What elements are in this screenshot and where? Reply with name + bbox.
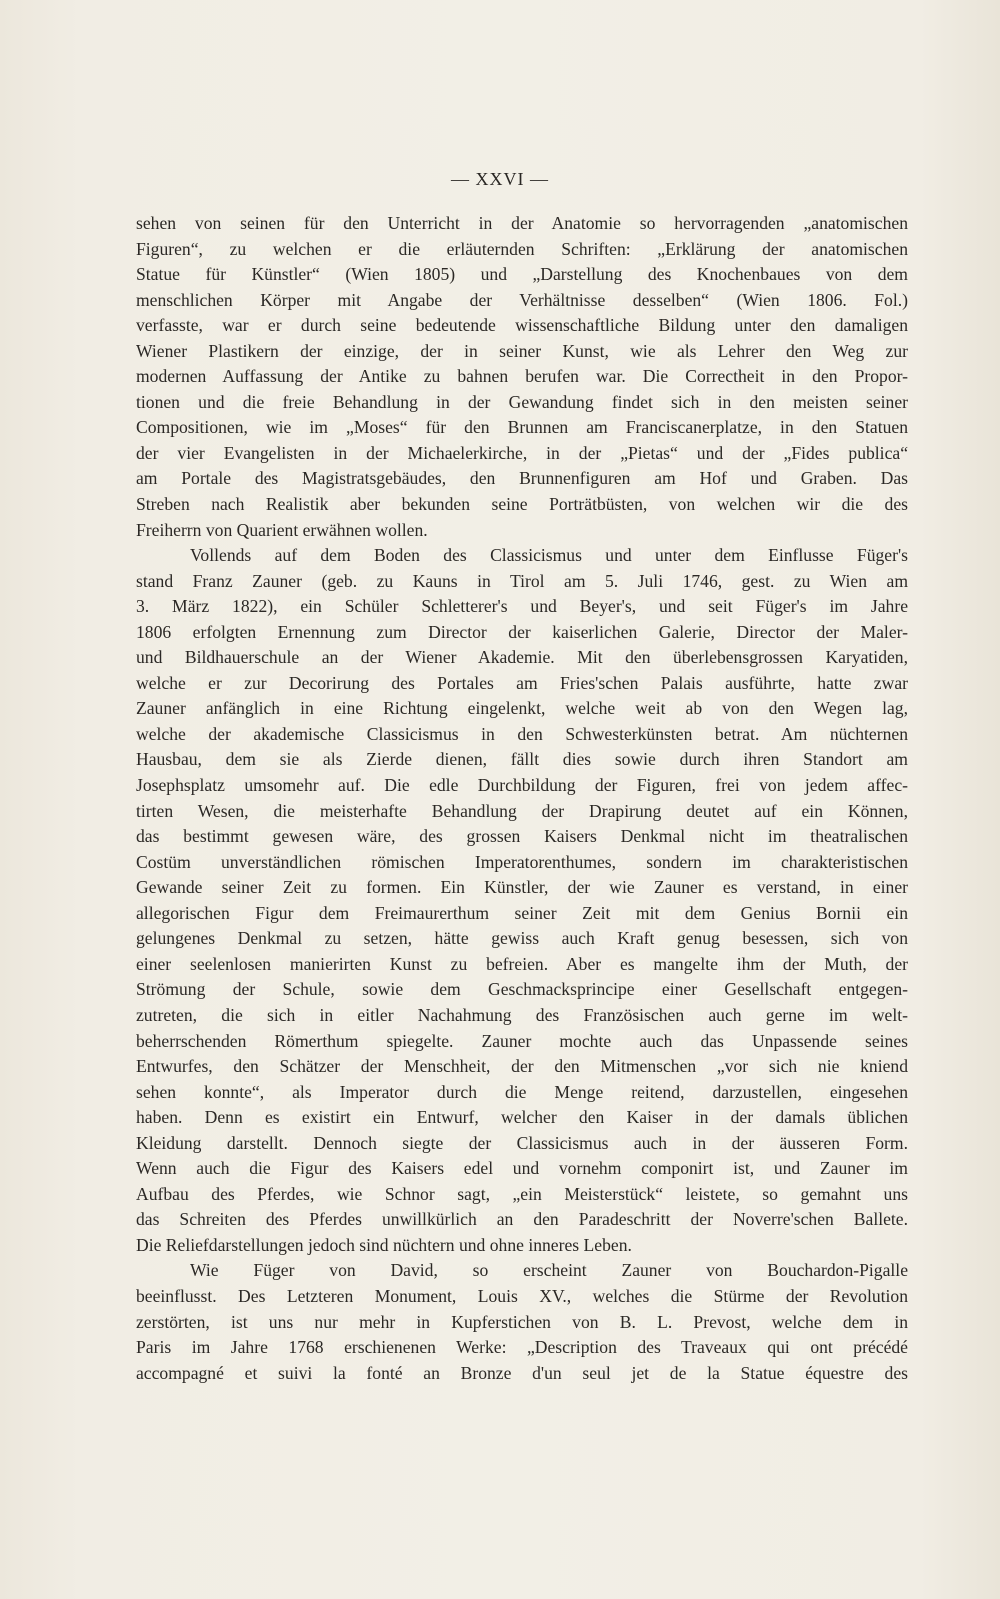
text-line: verfasste, war er durch seine bedeutende wissenschaftliche Bildung unter den damaligen	[136, 315, 908, 336]
text-line: welche der akademische Classicismus in den Schwesterkünsten betrat. Am nüchternen	[136, 723, 908, 744]
text-line: Wie Füger von David, so erscheint Zauner von Bouchardon-Pigalle	[190, 1260, 908, 1281]
text-line: Wiener Plastikern der einzige, der in seiner Kunst, wie als Lehrer den Weg zur	[136, 340, 908, 361]
text-line: gelungenes Denkmal zu setzen, hätte gewiss auch Kraft genug besessen, sich von	[136, 928, 908, 949]
text-line: Paris im Jahre 1768 erschienenen Werke: „Description des Traveaux qui ont précédé	[136, 1337, 908, 1358]
text-line: 1806 erfolgten Ernennung zum Director der kaiserlichen Galerie, Director der Maler-	[136, 621, 908, 642]
text-line: Aufbau des Pferdes, wie Schnor sagt, „ein Meisterstück“ leistete, so gemahnt uns	[136, 1183, 908, 1204]
text-line: am Portale des Magistratsgebäudes, den Brunnenfiguren am Hof und Graben. Das	[136, 468, 908, 489]
text-line: stand Franz Zauner (geb. zu Kauns in Tirol am 5. Juli 1746, gest. zu Wien am	[136, 570, 908, 591]
text-line: der vier Evangelisten in der Michaelerkirche, in der „Pietas“ und der „Fides publica“	[136, 442, 908, 463]
text-line: Figuren“, zu welchen er die erläuternden Schriften: „Erklärung der anatomischen	[136, 238, 908, 259]
body-text	[136, 211, 908, 1386]
text-line: Freiherrn von Quarient erwähnen wollen.	[136, 519, 428, 540]
text-line: Streben nach Realistik aber bekunden seine Porträtbüsten, von welchen wir die des	[136, 494, 908, 515]
text-line: accompagné et suivi la fonté an Bronze d'un seul jet de la Statue équestre des	[136, 1362, 908, 1383]
text-line: Costüm unverständlichen römischen Imperatorenthumes, sondern im charakteristischen	[136, 851, 908, 872]
text-line: Statue für Künstler“ (Wien 1805) und „Darstellung des Knochenbaues von dem	[136, 264, 908, 285]
text-line: Die Reliefdarstellungen jedoch sind nüchtern und ohne inneres Leben.	[136, 1234, 632, 1255]
text-line: das bestimmt gewesen wäre, des grossen Kaisers Denkmal nicht im theatralischen	[136, 826, 908, 847]
text-line: tirten Wesen, die meisterhafte Behandlung der Drapirung deutet auf ein Können,	[136, 800, 908, 821]
text-line: tionen und die freie Behandlung in der Gewandung findet sich in den meisten seiner	[136, 391, 908, 412]
text-line: beeinflusst. Des Letzteren Monument, Louis XV., welches die Stürme der Revolution	[136, 1285, 908, 1306]
text-line: Zauner anfänglich in eine Richtung eingelenkt, welche weit ab von den Wegen lag,	[136, 698, 908, 719]
text-line: modernen Auffassung der Antike zu bahnen berufen war. Die Correctheit in den Propor-	[136, 366, 908, 387]
text-line: Vollends auf dem Boden des Classicismus und unter dem Einflusse Füger's	[190, 545, 908, 566]
text-line: Josephsplatz umsomehr auf. Die edle Durchbildung der Figuren, frei von jedem affec-	[136, 775, 908, 796]
text-line: Kleidung darstellt. Dennoch siegte der Classicismus auch in der äusseren Form.	[136, 1132, 908, 1153]
text-line: welche er zur Decorirung des Portales am Fries'schen Palais ausführte, hatte zwar	[136, 672, 908, 693]
text-line: 3. März 1822), ein Schüler Schletterer's und Beyer's, und seit Füger's im Jahre	[136, 596, 908, 617]
text-line: Strömung der Schule, sowie dem Geschmacksprincipe einer Gesellschaft entgegen-	[136, 979, 908, 1000]
page-number-header: — XXVI —	[451, 169, 549, 189]
text-line: allegorischen Figur dem Freimaurerthum seiner Zeit mit dem Genius Bornii ein	[136, 902, 908, 923]
text-line: zutreten, die sich in eitler Nachahmung des Französischen auch gerne im welt-	[136, 1004, 908, 1025]
text-line: haben. Denn es existirt ein Entwurf, welcher den Kaiser in der damals üblichen	[136, 1107, 908, 1128]
text-line: sehen konnte“, als Imperator durch die Menge reitend, darzustellen, eingesehen	[136, 1081, 908, 1102]
text-line: zerstörten, ist uns nur mehr in Kupferstichen von B. L. Prevost, welche dem in	[136, 1311, 908, 1332]
text-line: Wenn auch die Figur des Kaisers edel und vornehm componirt ist, und Zauner im	[136, 1158, 908, 1179]
text-line: sehen von seinen für den Unterricht in der Anatomie so hervorragenden „anatomischen	[136, 213, 908, 233]
text-line: Hausbau, dem sie als Zierde dienen, fällt dies sowie durch ihren Standort am	[136, 749, 908, 770]
text-line: beherrschenden Römerthum spiegelte. Zauner mochte auch das Unpassende seines	[136, 1030, 908, 1051]
text-line: Gewande seiner Zeit zu formen. Ein Künstler, der wie Zauner es verstand, in einer	[136, 877, 908, 898]
text-line: Compositionen, wie im „Moses“ für den Brunnen am Franciscanerplatze, in den Statuen	[136, 417, 908, 438]
text-line: Entwurfes, den Schätzer der Menschheit, der den Mitmenschen „vor sich nie kniend	[136, 1056, 908, 1077]
text-line: menschlichen Körper mit Angabe der Verhältnisse desselben“ (Wien 1806. Fol.)	[136, 289, 908, 310]
text-line: und Bildhauerschule an der Wiener Akademie. Mit den überlebensgrossen Karyatiden,	[136, 647, 908, 668]
text-line: einer seelenlosen manierirten Kunst zu befreien. Aber es mangelte ihm der Muth, der	[136, 953, 908, 974]
text-line: das Schreiten des Pferdes unwillkürlich an den Paradeschritt der Noverre'schen Ballete.	[136, 1209, 908, 1230]
